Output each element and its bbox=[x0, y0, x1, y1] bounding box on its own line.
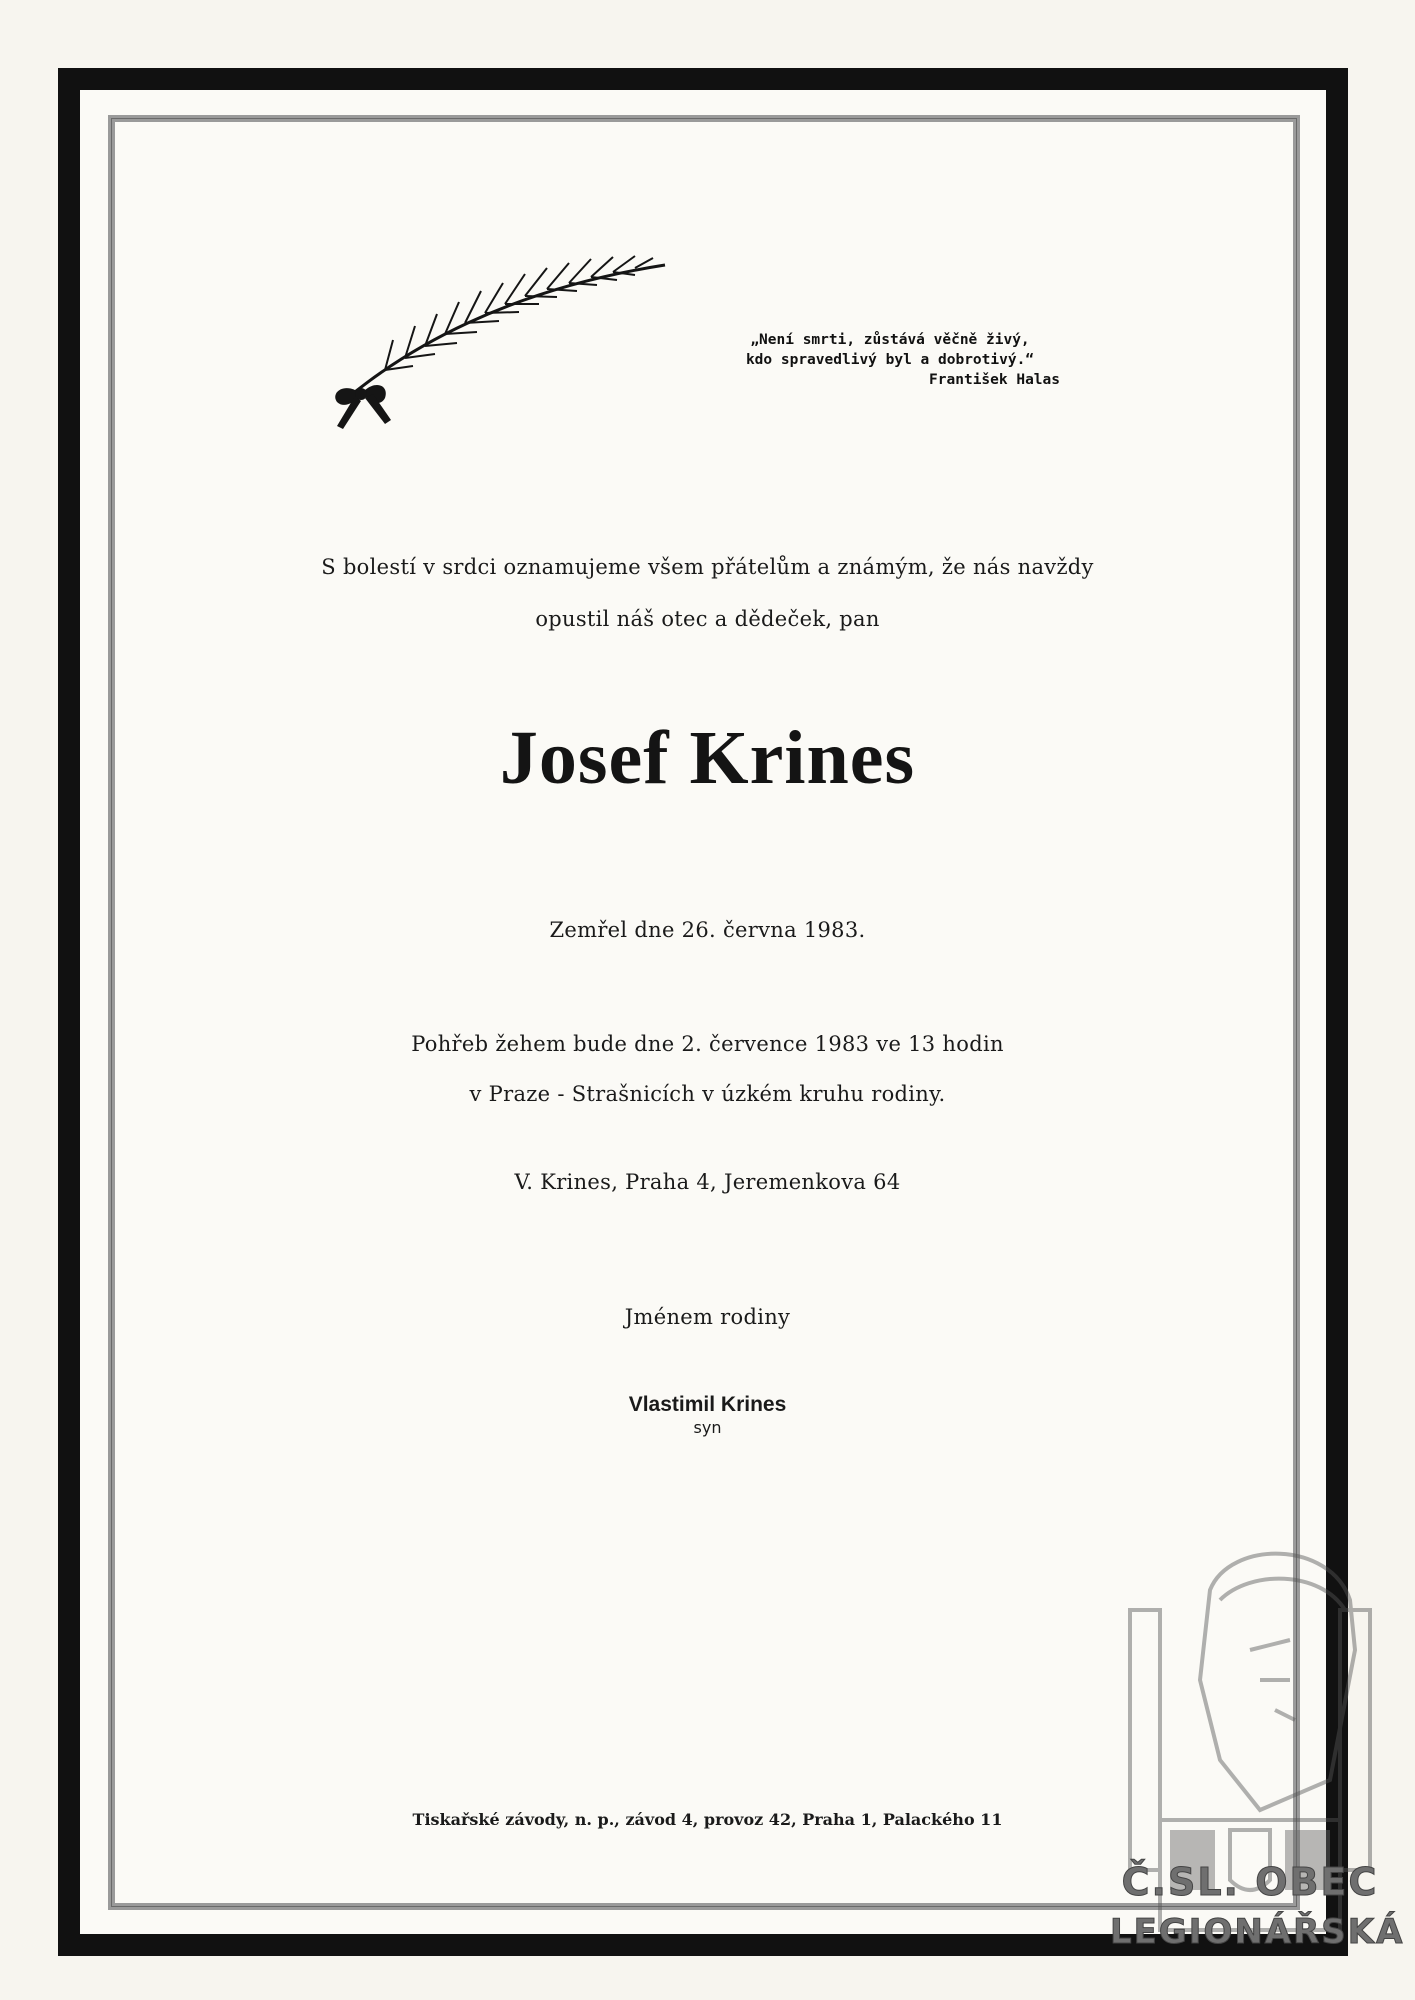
family-address: V. Krines, Praha 4, Jeremenkova 64 bbox=[514, 1170, 901, 1194]
signer-name: Vlastimil Krines bbox=[628, 1393, 787, 1416]
quote-author: František Halas bbox=[929, 372, 1060, 388]
quote-line-2: kdo spravedlivý byl a dobrotivý.“ bbox=[745, 352, 1035, 368]
deceased-name: Josef Krines bbox=[499, 716, 916, 800]
watermark-text-line-1: Č.SL. OBEC bbox=[1121, 1860, 1379, 1904]
signer-relation: syn bbox=[693, 1418, 722, 1437]
on-behalf-label: Jménem rodiny bbox=[624, 1305, 791, 1329]
epigraph-quote bbox=[700, 330, 1080, 390]
death-date: Zemřel dne 26. června 1983. bbox=[549, 918, 866, 942]
funeral-line-1: Pohřeb žehem bude dne 2. července 1983 ve 13 hodin bbox=[411, 1032, 1004, 1056]
watermark-text-line-2: LEGIONÁŘSKÁ bbox=[1110, 1912, 1405, 1952]
announcement-line-1: S bolestí v srdci oznamujeme všem přátelům a známým, že nás navždy bbox=[321, 555, 1094, 579]
palm-branch-icon bbox=[325, 240, 675, 435]
funeral-line-2: v Praze - Strašnicích v úzkém kruhu rodiny. bbox=[469, 1082, 946, 1106]
printer-imprint: Tiskařské závody, n. p., závod 4, provoz 42, Praha 1, Palackého 11 bbox=[412, 1810, 1003, 1829]
announcement-line-2: opustil náš otec a dědeček, pan bbox=[535, 607, 880, 631]
quote-line-1: „Není smrti, zůstává věčně živý, bbox=[750, 332, 1030, 348]
